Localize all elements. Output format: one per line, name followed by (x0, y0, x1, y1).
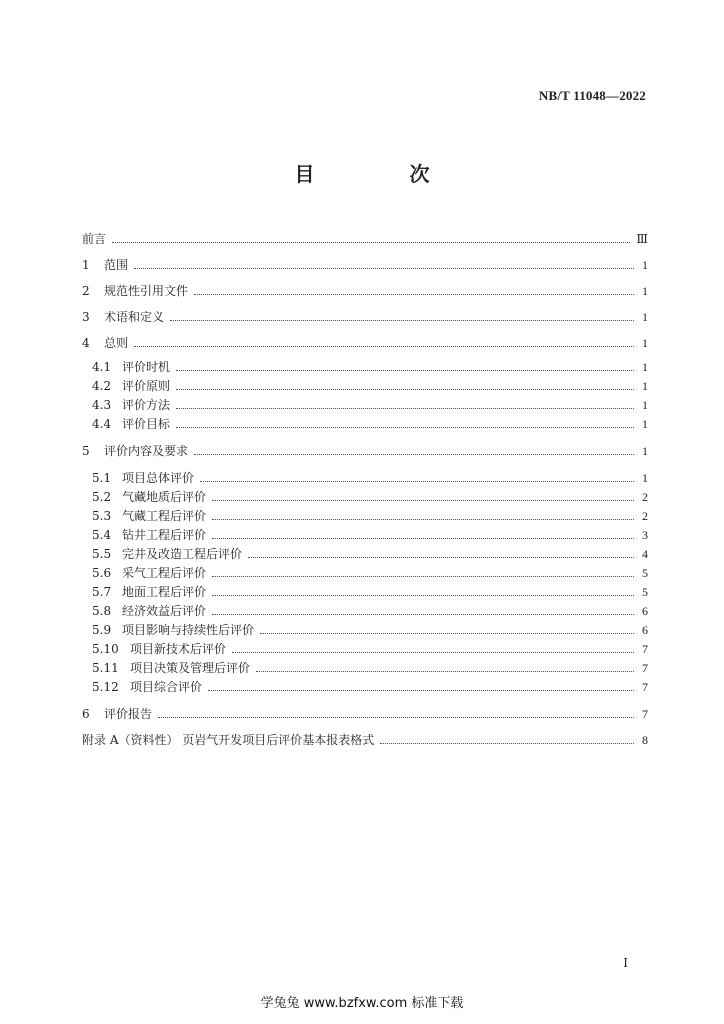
toc-entry-page: 3 (642, 528, 648, 542)
toc-entry-number: 6 (82, 707, 90, 721)
toc-leader-dots (194, 293, 634, 295)
toc-leader-dots (248, 556, 634, 558)
site-watermark: 学兔兔 www.bzfxw.com 标准下载 (260, 996, 464, 1011)
toc-entry-number: 4.1 (92, 360, 112, 374)
toc-entry-label: 项目影响与持续性后评价 (122, 623, 255, 637)
toc-entry-label: 术语和定义 (104, 310, 165, 324)
toc-entry-number: 5.2 (92, 490, 112, 504)
toc-leader-dots (194, 453, 634, 455)
toc-entry-page: 5 (642, 585, 648, 599)
toc-entry-number: 5.7 (92, 585, 112, 599)
toc-entry-label: 项目新技术后评价 (130, 642, 227, 656)
toc-entry-label: 项目综合评价 (130, 680, 203, 694)
toc-leader-dots (176, 369, 634, 371)
toc-entry-number: 5.9 (92, 623, 112, 637)
toc-entry-page: 1 (642, 284, 648, 298)
toc-entry (92, 602, 648, 618)
toc-entry-label: 项目总体评价 (122, 471, 195, 485)
toc-leader-dots (212, 575, 634, 577)
toc-entry-number: 3 (82, 310, 90, 324)
toc-entry-number: 2 (82, 284, 90, 298)
toc-entry-number: 4 (82, 336, 90, 350)
toc-entry (82, 731, 648, 747)
toc-leader-dots (208, 689, 634, 691)
toc-entry-label: 经济效益后评价 (122, 604, 207, 618)
toc-entry-label: 采气工程后评价 (122, 566, 207, 580)
toc-entry-label: 评价时机 (122, 360, 171, 374)
toc-entry (92, 564, 648, 580)
toc-entry-page: 2 (642, 509, 648, 523)
toc-entry (92, 358, 648, 374)
toc-entry-number: 5 (82, 444, 90, 458)
toc-entry-label: 评价方法 (122, 398, 171, 412)
toc-entry-page: 1 (642, 417, 648, 431)
toc-entry-page: 7 (642, 680, 648, 694)
toc-entry-label: 前言 (82, 232, 107, 246)
toc-entry-number: 4.2 (92, 379, 112, 393)
toc-entry-page: 7 (642, 661, 648, 675)
toc-entry-page: 1 (642, 444, 648, 458)
toc-entry (92, 526, 648, 542)
toc-entry-page: 6 (642, 604, 648, 618)
toc-entry (92, 678, 648, 694)
toc-entry-page: 6 (642, 623, 648, 637)
toc-leader-dots (112, 241, 630, 243)
toc-entry (82, 256, 648, 272)
toc-entry (92, 396, 648, 412)
toc-entry-page: 8 (642, 733, 648, 747)
toc-entry-page: 4 (642, 547, 648, 561)
toc-entry-page: 1 (642, 258, 648, 272)
toc-entry-page: 1 (642, 379, 648, 393)
toc-entry (92, 469, 648, 485)
toc-entry-label: 气藏地质后评价 (122, 490, 207, 504)
toc-leader-dots (256, 670, 634, 672)
toc-entry (82, 334, 648, 350)
toc-entry-number: 5.1 (92, 471, 112, 485)
toc-title: 目 次 (294, 162, 474, 186)
toc-entry-label: 地面工程后评价 (122, 585, 207, 599)
toc-entry (92, 640, 648, 656)
toc-leader-dots (134, 267, 634, 269)
toc-entry-number: 5.12 (92, 680, 119, 694)
toc-entry-number: 5.5 (92, 547, 112, 561)
toc-entry-label: 总则 (104, 336, 129, 350)
toc-entry-page: 1 (642, 310, 648, 324)
standard-number: NB/T 11048—2022 (538, 88, 646, 103)
toc-leader-dots (176, 388, 634, 390)
toc-entry-number: 1 (82, 258, 90, 272)
toc-leader-dots (260, 632, 634, 634)
toc-leader-dots (158, 716, 634, 718)
toc-entry (92, 507, 648, 523)
toc-entry-page: 7 (642, 642, 648, 656)
toc-leader-dots (212, 594, 634, 596)
page-number: Ⅰ (623, 956, 628, 970)
toc-entry-number: 5.3 (92, 509, 112, 523)
toc-entry-page: 1 (642, 336, 648, 350)
toc-leader-dots (212, 499, 634, 501)
toc-leader-dots (200, 480, 634, 482)
toc-entry-label: 项目决策及管理后评价 (130, 661, 251, 675)
toc-leader-dots (212, 518, 634, 520)
toc-entry (92, 583, 648, 599)
toc-entry-page: 1 (642, 360, 648, 374)
toc-leader-dots (212, 613, 634, 615)
toc-entry-page: 2 (642, 490, 648, 504)
toc-entry (82, 282, 648, 298)
toc-entry (82, 230, 648, 246)
toc-entry-number: 4.4 (92, 417, 112, 431)
toc-leader-dots (380, 742, 634, 744)
toc-entry (92, 545, 648, 561)
toc-entry-page: 1 (642, 398, 648, 412)
toc-entry (82, 308, 648, 324)
toc-entry (92, 488, 648, 504)
toc-entry-label: 附录 A（资料性） 页岩气开发项目后评价基本报表格式 (82, 733, 375, 747)
toc-entry-page: 7 (642, 707, 648, 721)
toc-entry-label: 评价目标 (122, 417, 171, 431)
toc-entry-label: 气藏工程后评价 (122, 509, 207, 523)
toc-entry-label: 钻井工程后评价 (122, 528, 207, 542)
toc-entry-page: 1 (642, 471, 648, 485)
toc-entry-label: 评价报告 (104, 707, 153, 721)
toc-leader-dots (212, 537, 634, 539)
toc-leader-dots (176, 407, 634, 409)
toc-entry-page: 5 (642, 566, 648, 580)
toc-leader-dots (232, 651, 634, 653)
toc-entry-number: 5.11 (92, 661, 119, 675)
toc-entry (82, 442, 648, 458)
toc-entry-label: 评价内容及要求 (104, 444, 189, 458)
toc-entry-number: 5.10 (92, 642, 119, 656)
toc-entry (92, 415, 648, 431)
toc-entry-number: 5.6 (92, 566, 112, 580)
toc-entry-number: 5.8 (92, 604, 112, 618)
toc-entry-label: 评价原则 (122, 379, 171, 393)
toc-entry-label: 规范性引用文件 (104, 284, 189, 298)
toc-entry-label: 范围 (104, 258, 129, 272)
toc-entry-number: 4.3 (92, 398, 112, 412)
toc-leader-dots (170, 319, 634, 321)
toc-leader-dots (134, 345, 634, 347)
toc-entry-label: 完井及改造工程后评价 (122, 547, 243, 561)
toc-leader-dots (176, 426, 634, 428)
toc-entry-number: 5.4 (92, 528, 112, 542)
toc-entry (92, 659, 648, 675)
toc-entry-page: Ⅲ (636, 232, 648, 246)
toc-entry (92, 377, 648, 393)
toc-entry (82, 705, 648, 721)
toc-entry (92, 621, 648, 637)
